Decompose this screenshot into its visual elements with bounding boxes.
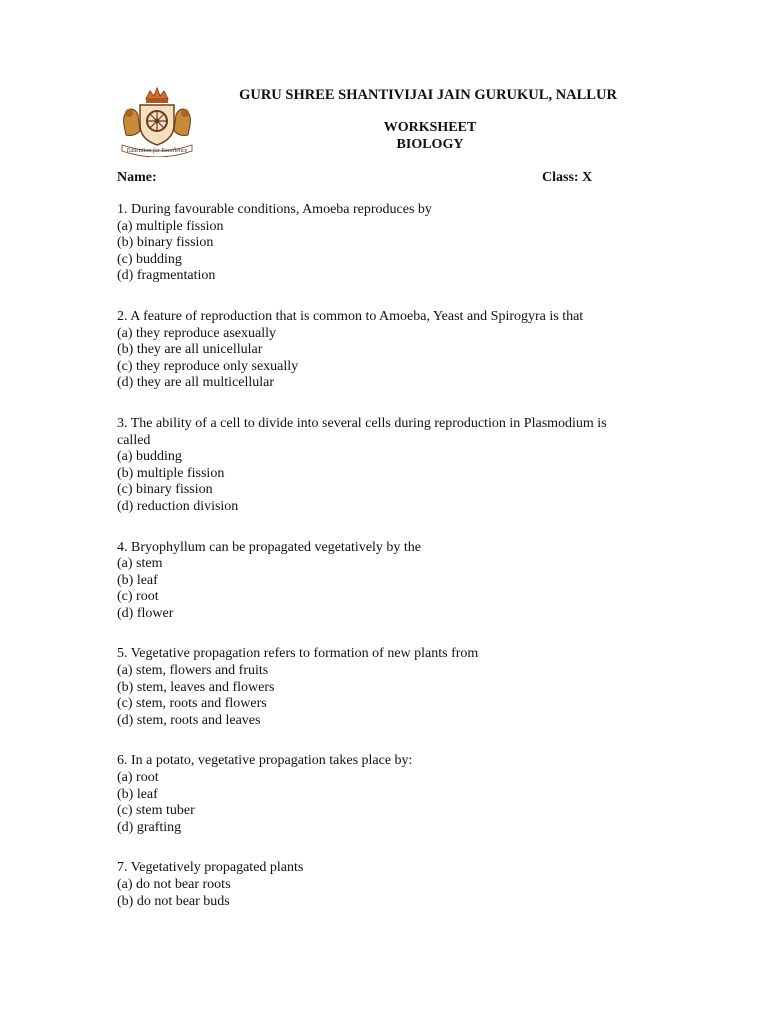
question-text: 2. A feature of reproduction that is common to Amoeba, Yeast and Spirogyra is that [117,308,584,324]
option-c: (c) binary fission [117,482,213,498]
option-a: (a) stem [117,556,163,572]
question-5 [117,646,637,729]
option-d: (d) grafting [117,819,182,835]
option-a: (a) multiple fission [117,218,224,234]
question-text: 6. In a potato, vegetative propagation takes place by: [117,753,413,769]
question-7 [117,860,637,910]
question-6 [117,753,637,836]
svg-text:Education for Excellence: Education for Excellence [126,148,188,154]
option-a: (a) stem, flowers and fruits [117,663,269,679]
option-d: (d) they are all multicellular [117,375,275,391]
option-c: (c) they reproduce only sexually [117,358,299,374]
option-c: (c) root [117,589,159,605]
question-text: 1. During favourable conditions, Amoeba reproduces by [117,202,432,217]
option-b: (b) stem, leaves and flowers [117,679,275,695]
option-b: (b) they are all unicellular [117,342,263,358]
question-3 [117,416,637,516]
question-text: 4. Bryophyllum can be propagated vegetatively by the [117,539,422,555]
question-text: 5. Vegetative propagation refers to formation of new plants from [117,646,479,662]
option-c: (c) budding [117,251,182,267]
subject-title: BIOLOGY [396,136,464,152]
option-a: (a) do not bear roots [117,877,231,892]
option-d: (d) stem, roots and leaves [117,712,261,728]
option-b: (b) do not bear buds [117,893,230,909]
option-a: (a) root [117,770,159,786]
option-b: (b) multiple fission [117,465,225,481]
option-d: (d) reduction division [117,498,239,514]
option-d: (d) flower [117,605,174,621]
question-text: 3. The ability of a cell to divide into several cells during reproduction in Plasmodium is called [117,415,607,448]
option-b: (b) leaf [117,572,158,588]
option-c: (c) stem tuber [117,803,195,819]
question-4 [117,540,637,623]
worksheet-heading [0,120,580,153]
question-2 [117,309,637,392]
question-list [117,202,637,934]
doc-type-title: WORKSHEET [383,120,477,135]
question-text: 7. Vegetatively propagated plants [117,860,304,876]
option-c: (c) stem, roots and flowers [117,696,267,712]
option-a: (a) they reproduce asexually [117,325,276,341]
name-label: Name: [117,170,157,185]
option-b: (b) binary fission [117,235,214,251]
question-1 [117,202,637,285]
class-label: Class: X [542,170,593,185]
option-a: (a) budding [117,449,182,465]
option-d: (d) fragmentation [117,268,216,284]
option-b: (b) leaf [117,786,158,802]
school-name: GURU SHREE SHANTIVIJAI JAIN GURUKUL, NALLUR [239,87,617,103]
